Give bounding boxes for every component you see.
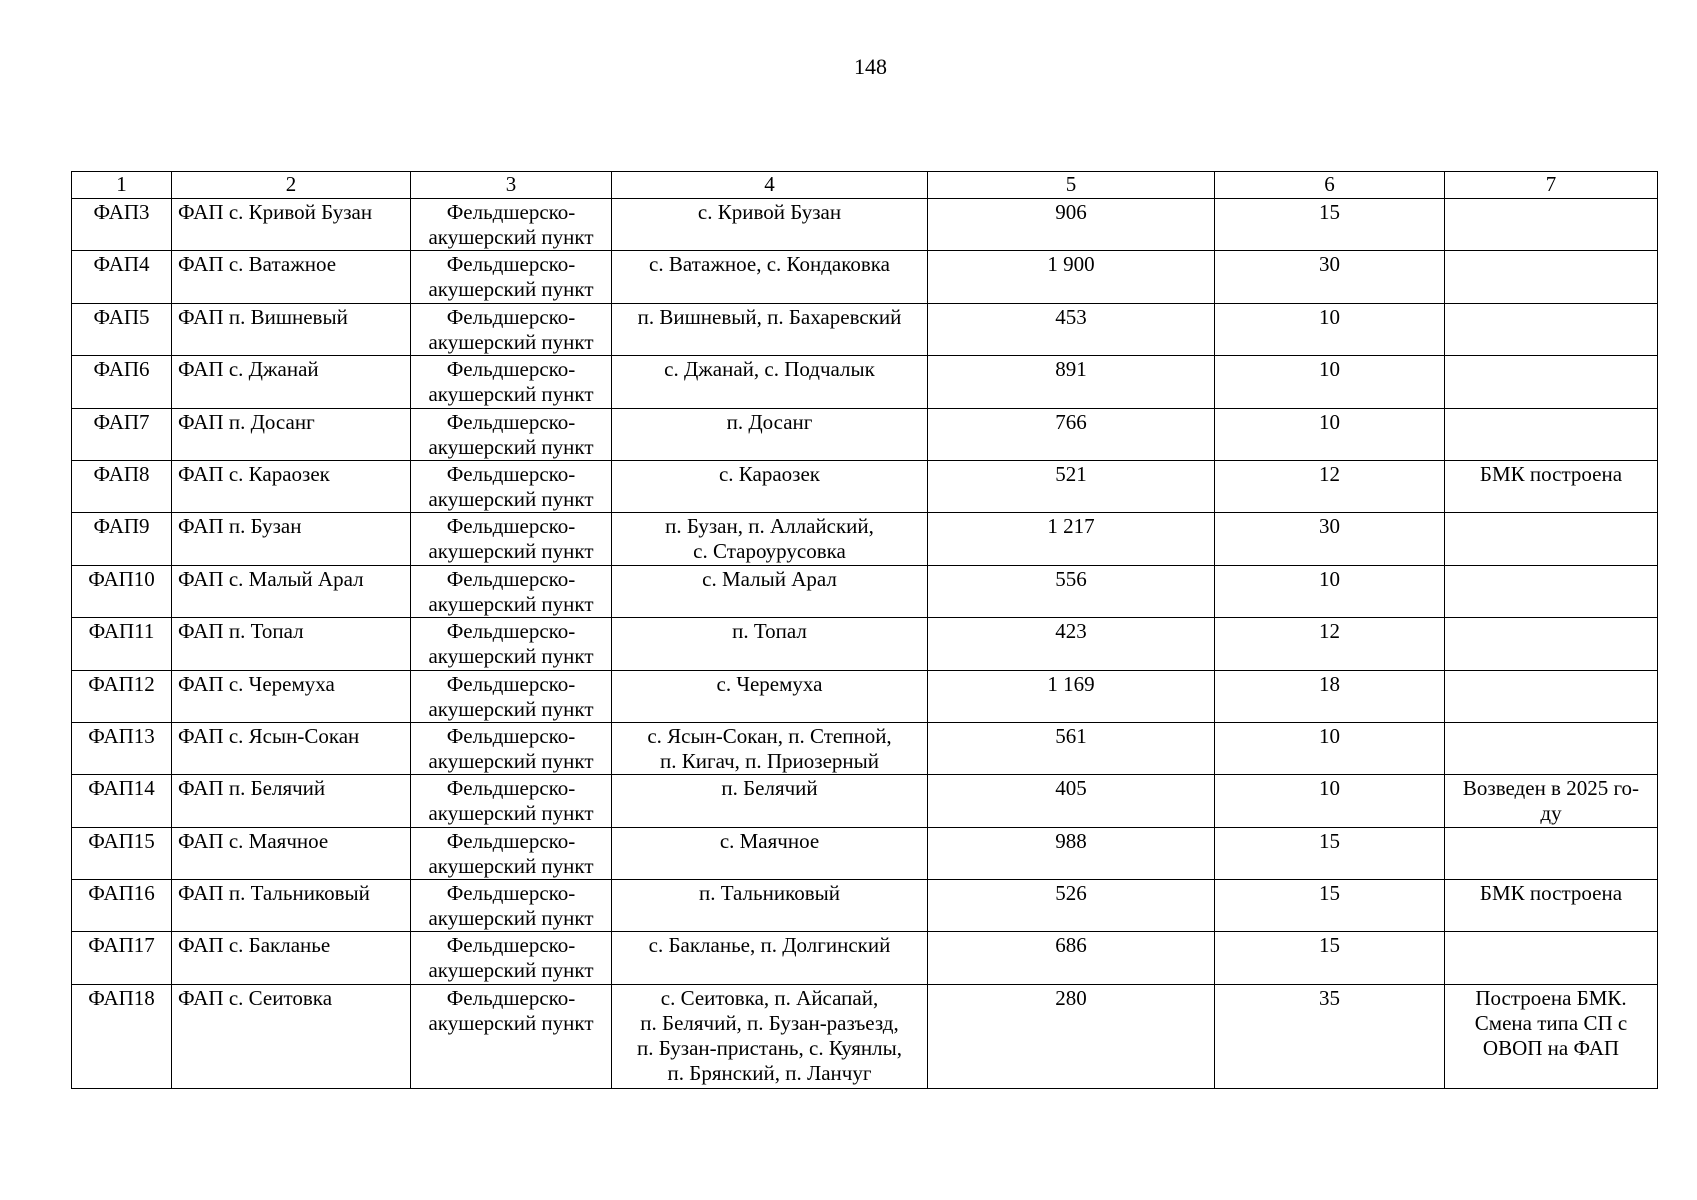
column-6-value-cell (1215, 513, 1445, 565)
served-settlements-cell (612, 618, 928, 670)
column-6-value-cell (1215, 251, 1445, 303)
note-cell (1445, 356, 1658, 408)
note-cell (1445, 513, 1658, 565)
facility-type: Фельдшерско- акушерский пункт (428, 619, 594, 669)
facility-code: ФАП8 (93, 461, 150, 486)
table-row (72, 303, 1658, 355)
column-6-value: 15 (1319, 881, 1340, 906)
column-6-value-cell (1215, 932, 1445, 984)
page-number-text: 148 (854, 54, 887, 79)
facility-code-cell (72, 408, 172, 460)
served-settlements: с. Джанай, с. Подчалык (664, 357, 875, 382)
population-value-cell (928, 670, 1215, 722)
column-6-value: 30 (1319, 514, 1340, 539)
note-cell (1445, 880, 1658, 932)
note-cell (1445, 408, 1658, 460)
population-value-cell (928, 722, 1215, 774)
column-6-value-cell (1215, 984, 1445, 1088)
note: Возведен в 2025 го- ду (1462, 776, 1640, 826)
population-value: 906 (1055, 200, 1087, 224)
facility-code-cell (72, 565, 172, 617)
population-value-cell (928, 199, 1215, 251)
facility-type-cell (411, 460, 612, 512)
note-cell (1445, 251, 1658, 303)
note-cell (1445, 565, 1658, 617)
table-row (72, 251, 1658, 303)
facility-type-cell (411, 408, 612, 460)
facility-name-cell (172, 460, 411, 512)
facility-name: ФАП с. Кривой Бузан (178, 200, 373, 224)
facility-name: ФАП с. Бакланье (178, 933, 331, 958)
table-row (72, 408, 1658, 460)
facility-type: Фельдшерско- акушерский пункт (428, 514, 594, 564)
facility-type: Фельдшерско- акушерский пункт (428, 985, 594, 1035)
column-6-value: 18 (1319, 671, 1340, 696)
facility-name: ФАП с. Малый Арал (178, 566, 364, 591)
facility-name-cell (172, 303, 411, 355)
facility-type-cell (411, 670, 612, 722)
population-value: 686 (1055, 933, 1087, 958)
column-6-value-cell (1215, 670, 1445, 722)
column-6-value-cell (1215, 775, 1445, 827)
facility-code-cell (72, 880, 172, 932)
facility-name-cell (172, 722, 411, 774)
facility-type-cell (411, 932, 612, 984)
note: БМК построена (1479, 881, 1623, 906)
table-header-row (72, 172, 1658, 199)
served-settlements-cell (612, 565, 928, 617)
facility-name-cell (172, 513, 411, 565)
column-6-value: 35 (1319, 985, 1340, 1010)
facility-type-cell (411, 775, 612, 827)
facility-type-cell (411, 199, 612, 251)
served-settlements: п. Топал (732, 619, 807, 644)
facility-name-cell (172, 827, 411, 879)
column-6-value-cell (1215, 356, 1445, 408)
table-row (72, 565, 1658, 617)
facility-type-cell (411, 722, 612, 774)
facility-code-cell (72, 460, 172, 512)
facility-type: Фельдшерско- акушерский пункт (428, 461, 594, 511)
facility-name: ФАП п. Досанг (178, 409, 315, 434)
column-6-value: 10 (1319, 723, 1340, 748)
note-cell (1445, 775, 1658, 827)
column-6-value: 15 (1319, 200, 1340, 224)
column-6-value: 15 (1319, 933, 1340, 958)
facility-name: ФАП с. Караозек (178, 461, 330, 486)
facility-code: ФАП15 (88, 828, 155, 853)
facility-code-cell (72, 513, 172, 565)
facility-type-cell (411, 565, 612, 617)
note: Построена БМК. Смена типа СП с ОВОП на ФАП (1474, 985, 1628, 1060)
facility-code: ФАП18 (88, 985, 155, 1010)
served-settlements-cell (612, 460, 928, 512)
facility-type: Фельдшерско- акушерский пункт (428, 252, 594, 302)
population-value-cell (928, 303, 1215, 355)
served-settlements: с. Кривой Бузан (697, 200, 842, 224)
facility-code: ФАП13 (88, 723, 155, 748)
facility-code-cell (72, 199, 172, 251)
column-header: 6 (1215, 172, 1445, 199)
served-settlements-cell (612, 670, 928, 722)
facility-name-cell (172, 618, 411, 670)
population-value: 891 (1055, 357, 1087, 382)
note: БМК построена (1479, 461, 1623, 486)
column-header: 2 (172, 172, 411, 199)
column-header: 4 (612, 172, 928, 199)
table-row (72, 932, 1658, 984)
facility-type-cell (411, 984, 612, 1088)
population-value: 280 (1055, 985, 1087, 1010)
facility-type: Фельдшерско- акушерский пункт (428, 723, 594, 773)
facility-name-cell (172, 932, 411, 984)
facility-name-cell (172, 251, 411, 303)
note-cell (1445, 618, 1658, 670)
population-value-cell (928, 513, 1215, 565)
facility-name-cell (172, 565, 411, 617)
column-header: 3 (411, 172, 612, 199)
facility-code: ФАП9 (93, 514, 150, 539)
column-header: 7 (1445, 172, 1658, 199)
facility-name: ФАП п. Белячий (178, 776, 326, 801)
served-settlements: с. Ватажное, с. Кондаковка (649, 252, 890, 277)
served-settlements: п. Бузан, п. Аллайский, с. Староурусовка (665, 514, 874, 564)
facility-code-cell (72, 251, 172, 303)
facility-code-cell (72, 827, 172, 879)
column-6-value: 12 (1319, 461, 1340, 486)
table-row (72, 722, 1658, 774)
population-value-cell (928, 618, 1215, 670)
population-value-cell (928, 251, 1215, 303)
note-cell (1445, 460, 1658, 512)
table-row (72, 513, 1658, 565)
facility-code-cell (72, 303, 172, 355)
facility-type: Фельдшерско- акушерский пункт (428, 881, 594, 931)
table-row (72, 670, 1658, 722)
served-settlements-cell (612, 880, 928, 932)
facility-code-cell (72, 775, 172, 827)
served-settlements-cell (612, 932, 928, 984)
population-value: 526 (1055, 881, 1087, 906)
column-6-value-cell (1215, 565, 1445, 617)
column-6-value: 10 (1319, 304, 1340, 329)
facility-name-cell (172, 984, 411, 1088)
column-6-value-cell (1215, 618, 1445, 670)
facility-name: ФАП с. Черемуха (178, 671, 335, 696)
population-value: 556 (1055, 566, 1087, 591)
facility-type-cell (411, 618, 612, 670)
population-value: 988 (1055, 828, 1087, 853)
served-settlements: с. Черемуха (716, 671, 823, 696)
facility-type-cell (411, 827, 612, 879)
served-settlements-cell (612, 513, 928, 565)
table-row (72, 618, 1658, 670)
facility-type: Фельдшерско- акушерский пункт (428, 357, 594, 407)
facility-code-cell (72, 722, 172, 774)
table-row (72, 880, 1658, 932)
facility-code-cell (72, 932, 172, 984)
column-6-value: 12 (1319, 619, 1340, 644)
population-value: 521 (1055, 461, 1087, 486)
facility-type-cell (411, 303, 612, 355)
facility-code: ФАП12 (88, 671, 155, 696)
facility-name: ФАП п. Бузан (178, 514, 302, 539)
facility-name-cell (172, 199, 411, 251)
note-cell (1445, 722, 1658, 774)
served-settlements-cell (612, 827, 928, 879)
facility-type-cell (411, 880, 612, 932)
facility-name: ФАП с. Ватажное (178, 252, 337, 277)
facility-type: Фельдшерско- акушерский пункт (428, 566, 594, 616)
column-header: 5 (928, 172, 1215, 199)
served-settlements-cell (612, 984, 928, 1088)
facility-code: ФАП10 (88, 566, 155, 591)
facility-name-cell (172, 408, 411, 460)
served-settlements: с. Малый Арал (702, 566, 837, 591)
facility-name: ФАП с. Ясын-Сокан (178, 723, 360, 748)
table-body (72, 172, 1658, 1089)
population-value-cell (928, 408, 1215, 460)
served-settlements-cell (612, 251, 928, 303)
facility-code: ФАП4 (93, 252, 150, 277)
served-settlements: с. Ясын-Сокан, п. Степной, п. Кигач, п. Приозерный (647, 723, 892, 773)
served-settlements: п. Досанг (726, 409, 813, 434)
facility-type: Фельдшерско- акушерский пункт (428, 933, 594, 983)
page-number (0, 54, 1697, 80)
population-value-cell (928, 880, 1215, 932)
served-settlements: с. Бакланье, п. Долгинский (648, 933, 891, 958)
facility-code: ФАП7 (93, 409, 150, 434)
population-value: 1 900 (1047, 252, 1095, 277)
facility-name: ФАП с. Джанай (178, 357, 319, 382)
population-value: 423 (1055, 619, 1087, 644)
column-6-value-cell (1215, 303, 1445, 355)
facility-name-cell (172, 775, 411, 827)
note-cell (1445, 670, 1658, 722)
facility-name: ФАП с. Маячное (178, 828, 329, 853)
population-value: 405 (1055, 776, 1087, 801)
table-row (72, 827, 1658, 879)
population-value: 766 (1055, 409, 1087, 434)
column-6-value: 15 (1319, 828, 1340, 853)
facility-code: ФАП16 (88, 881, 155, 906)
column-6-value: 10 (1319, 566, 1340, 591)
fap-table (71, 171, 1658, 1089)
facility-name: ФАП п. Тальниковый (178, 881, 370, 906)
note-cell (1445, 932, 1658, 984)
population-value: 1 169 (1047, 671, 1095, 696)
facility-code-cell (72, 670, 172, 722)
facility-name-cell (172, 880, 411, 932)
served-settlements-cell (612, 356, 928, 408)
facility-type: Фельдшерско- акушерский пункт (428, 776, 594, 826)
served-settlements-cell (612, 199, 928, 251)
population-value: 561 (1055, 723, 1087, 748)
served-settlements-cell (612, 775, 928, 827)
facility-code: ФАП11 (88, 619, 155, 644)
column-6-value-cell (1215, 827, 1445, 879)
population-value: 453 (1055, 304, 1087, 329)
facility-code-cell (72, 356, 172, 408)
facility-type: Фельдшерско- акушерский пункт (428, 304, 594, 354)
served-settlements: с. Сеитовка, п. Айсапай, п. Белячий, п. Бузан-разъезд, п. Бузан-пристань, с. Куянлы, п. Брянский, п. Ланчуг (637, 985, 902, 1085)
population-value-cell (928, 460, 1215, 512)
table-row (72, 199, 1658, 251)
served-settlements: п. Белячий (721, 776, 818, 801)
column-6-value-cell (1215, 408, 1445, 460)
facility-name-cell (172, 670, 411, 722)
population-value-cell (928, 775, 1215, 827)
population-value: 1 217 (1047, 514, 1095, 539)
facility-code: ФАП14 (88, 776, 155, 801)
column-6-value: 10 (1319, 357, 1340, 382)
served-settlements: п. Вишневый, п. Бахаревский (637, 304, 902, 329)
served-settlements: с. Караозек (718, 461, 820, 486)
population-value-cell (928, 356, 1215, 408)
note-cell (1445, 827, 1658, 879)
facility-code: ФАП17 (88, 933, 155, 958)
served-settlements-cell (612, 303, 928, 355)
note-cell (1445, 984, 1658, 1088)
facility-code: ФАП6 (93, 357, 150, 382)
served-settlements: с. Маячное (719, 828, 820, 853)
facility-type: Фельдшерско- акушерский пункт (428, 200, 594, 249)
column-6-value-cell (1215, 880, 1445, 932)
facility-code-cell (72, 618, 172, 670)
facility-type: Фельдшерско- акушерский пункт (428, 409, 594, 459)
facility-name: ФАП п. Вишневый (178, 304, 348, 329)
table-row (72, 984, 1658, 1088)
column-6-value: 10 (1319, 776, 1340, 801)
facility-code-cell (72, 984, 172, 1088)
facility-type: Фельдшерско- акушерский пункт (428, 828, 594, 878)
served-settlements: п. Тальниковый (699, 881, 840, 906)
facility-type-cell (411, 356, 612, 408)
facility-name-cell (172, 356, 411, 408)
facility-name: ФАП п. Топал (178, 619, 304, 644)
facility-type-cell (411, 513, 612, 565)
note-cell (1445, 199, 1658, 251)
table-row (72, 775, 1658, 827)
facility-type-cell (411, 251, 612, 303)
served-settlements-cell (612, 408, 928, 460)
population-value-cell (928, 984, 1215, 1088)
column-6-value: 30 (1319, 252, 1340, 277)
column-6-value-cell (1215, 722, 1445, 774)
column-6-value-cell (1215, 460, 1445, 512)
population-value-cell (928, 932, 1215, 984)
served-settlements-cell (612, 722, 928, 774)
note-cell (1445, 303, 1658, 355)
table-row (72, 356, 1658, 408)
column-6-value-cell (1215, 199, 1445, 251)
facility-code: ФАП3 (93, 200, 150, 224)
facility-type: Фельдшерско- акушерский пункт (428, 671, 594, 721)
population-value-cell (928, 827, 1215, 879)
table-row (72, 460, 1658, 512)
population-value-cell (928, 565, 1215, 617)
facility-code: ФАП5 (93, 304, 150, 329)
column-header: 1 (72, 172, 172, 199)
column-6-value: 10 (1319, 409, 1340, 434)
facility-name: ФАП с. Сеитовка (178, 985, 333, 1010)
